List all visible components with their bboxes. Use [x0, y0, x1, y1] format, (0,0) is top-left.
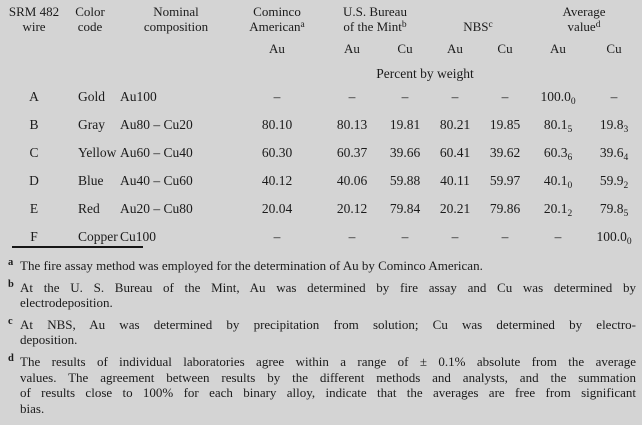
col-header-cominco-line2: American$^a$	[249, 18, 305, 34]
units-caption-row	[8, 66, 640, 82]
footnote-ref-b: b	[401, 19, 407, 30]
col-header-composition-line2: composition	[143, 18, 209, 34]
cell-color: Red	[78, 200, 100, 216]
footnotes-block	[8, 258, 636, 422]
footnote-ref-d: d	[595, 19, 601, 30]
col-header-color-line1: Color	[75, 4, 105, 19]
cell-average-au: $40.1_0$	[543, 172, 573, 191]
subheader-mint-cu: Cu	[397, 41, 413, 56]
cell-mint-cu: 59.88	[389, 172, 421, 188]
col-header-nbs-line2: NBS$^c$	[463, 18, 493, 34]
cell-composition: Au60 – Cu40	[120, 144, 193, 160]
col-header-cominco-line1: Cominco	[253, 4, 301, 19]
cell-mint-cu: 79.84	[389, 200, 421, 216]
footnote-c-line: At NBS, Au was determined by precipitation from solution; Cu was determined by electro-	[20, 316, 636, 332]
footnote-b-line: At the U. S. Bureau of the Mint, Au was determined by fire assay and Cu was determined by	[20, 279, 636, 295]
cell-wire: A	[29, 88, 39, 104]
cell-nbs-au: 20.21	[439, 200, 471, 216]
cell-cominco-au: 20.04	[261, 200, 293, 216]
cell-average-cu: –	[610, 88, 618, 104]
col-header-mint-line1: U.S. Bureau	[343, 4, 407, 19]
cell-nbs-au: –	[451, 228, 459, 244]
cell-mint-au: 20.12	[336, 200, 368, 216]
cell-mint-au: –	[348, 228, 356, 244]
footnote-d-line: of results close to 100% for each binary alloy, indicate that the averages are free from significant	[20, 385, 636, 401]
col-header-wire-line1: SRM 482	[8, 4, 60, 19]
col-header-composition-line1: Nominal	[153, 4, 199, 19]
cell-nbs-cu: –	[501, 88, 509, 104]
footnote-a-line: The fire assay method was employed for the determination of Au by Cominco American.	[20, 258, 483, 273]
cell-mint-au: 40.06	[336, 172, 368, 188]
cell-cominco-au: 60.30	[261, 144, 293, 160]
footnote-a-mark: a	[8, 257, 14, 268]
cell-average-cu: $79.8_5$	[599, 200, 629, 219]
cell-composition: Au100	[120, 88, 157, 104]
footnote-c-mark: c	[8, 315, 13, 327]
units-caption: Percent by weight	[376, 66, 474, 81]
cell-cominco-au: 40.12	[261, 172, 293, 188]
cell-nbs-au: 80.21	[439, 116, 471, 132]
cell-mint-au: –	[348, 88, 356, 104]
cell-nbs-au: –	[451, 88, 459, 104]
subheader-nbs-au: Au	[447, 41, 463, 56]
cell-nbs-cu: 59.97	[489, 172, 521, 188]
footnote-d	[8, 354, 636, 416]
cell-average-cu: $100.0_0$	[596, 228, 632, 247]
cell-average-au: $100.0_0$	[540, 88, 576, 107]
footnote-d-line: bias.	[20, 400, 45, 416]
col-header-cominco	[232, 4, 322, 34]
footnote-b-line: electrodeposition.	[20, 295, 113, 311]
cell-nbs-au: 60.41	[439, 144, 471, 160]
cell-average-au: $60.3_6$	[543, 144, 573, 163]
cell-cominco-au: 80.10	[261, 116, 293, 132]
cell-average-au: $20.1_2$	[543, 200, 573, 219]
cell-composition: Au20 – Cu80	[120, 200, 193, 216]
cell-color: Gold	[78, 88, 105, 104]
cell-wire: E	[29, 200, 39, 216]
cell-composition: Au40 – Cu60	[120, 172, 193, 188]
cell-nbs-cu: 79.86	[489, 200, 521, 216]
footnote-ref-c: c	[488, 19, 493, 30]
cell-nbs-cu: 39.62	[489, 144, 521, 160]
col-header-color-line2: code	[77, 18, 103, 34]
cell-cominco-au: –	[273, 88, 281, 104]
col-header-average-line1: Average	[562, 4, 606, 19]
table-row	[8, 195, 640, 222]
footnote-b-mark: b	[8, 278, 14, 290]
cell-nbs-cu: –	[501, 228, 509, 244]
table-row	[8, 83, 640, 110]
cell-average-cu: $39.6_4$	[599, 144, 629, 163]
srm-482-results-table	[8, 4, 640, 250]
cell-mint-cu: –	[401, 88, 409, 104]
cell-nbs-au: 40.11	[440, 172, 470, 188]
cell-wire: C	[29, 144, 39, 160]
footnote-d-line: The results of individual laboratories agree within a range of ± 0.1% absolute from the average	[20, 353, 636, 369]
cell-color: Blue	[78, 172, 104, 188]
table-row	[8, 139, 640, 166]
col-header-composition	[120, 4, 232, 34]
cell-average-au: –	[554, 228, 562, 244]
cell-color: Copper	[78, 228, 118, 244]
col-header-wire-line2: wire	[22, 18, 46, 34]
subheader-mint-au: Au	[344, 41, 360, 56]
cell-average-cu: $19.8_3$	[599, 116, 629, 135]
table-header-elements	[8, 41, 640, 57]
footnote-separator-rule	[12, 246, 143, 248]
cell-composition: Au80 – Cu20	[120, 116, 193, 132]
cell-mint-cu: 19.81	[389, 116, 421, 132]
footnote-b	[8, 280, 636, 311]
footnote-ref-a: a	[300, 19, 305, 30]
cell-average-au: $80.1_5$	[543, 116, 573, 135]
cell-color: Gray	[78, 116, 105, 132]
cell-composition: Cu100	[120, 228, 157, 244]
cell-color: Yellow	[78, 144, 117, 160]
cell-wire: F	[30, 228, 38, 244]
footnote-d-line: values. The agreement between results by the different methods and analysts, and the summation	[20, 369, 636, 385]
table-row	[8, 167, 640, 194]
subheader-nbs-cu: Cu	[497, 41, 513, 56]
col-header-color	[60, 4, 120, 34]
col-header-mint	[322, 4, 428, 34]
col-header-mint-line2: of the Mint$^b$	[343, 18, 407, 34]
subheader-average-au: Au	[550, 41, 566, 56]
cell-mint-au: 60.37	[336, 144, 368, 160]
footnote-c	[8, 317, 636, 348]
table-header-groups	[8, 4, 640, 34]
footnote-d-mark: d	[8, 352, 14, 364]
cell-wire: D	[29, 172, 39, 188]
col-header-average	[528, 4, 640, 34]
cell-mint-au: 80.13	[336, 116, 368, 132]
cell-mint-cu: 39.66	[389, 144, 421, 160]
footnote-a	[8, 258, 636, 274]
table-row	[8, 111, 640, 138]
col-header-average-line2: value$^d$	[567, 18, 601, 34]
cell-cominco-au: –	[273, 228, 281, 244]
subheader-average-cu: Cu	[606, 41, 622, 56]
col-header-wire	[8, 4, 60, 34]
cell-nbs-cu: 19.85	[489, 116, 521, 132]
cell-mint-cu: –	[401, 228, 409, 244]
subheader-cominco-au: Au	[269, 41, 285, 56]
cell-wire: B	[29, 116, 39, 132]
footnote-c-line: deposition.	[20, 332, 78, 348]
col-header-nbs	[428, 4, 528, 34]
cell-average-cu: $59.9_2$	[599, 172, 629, 191]
